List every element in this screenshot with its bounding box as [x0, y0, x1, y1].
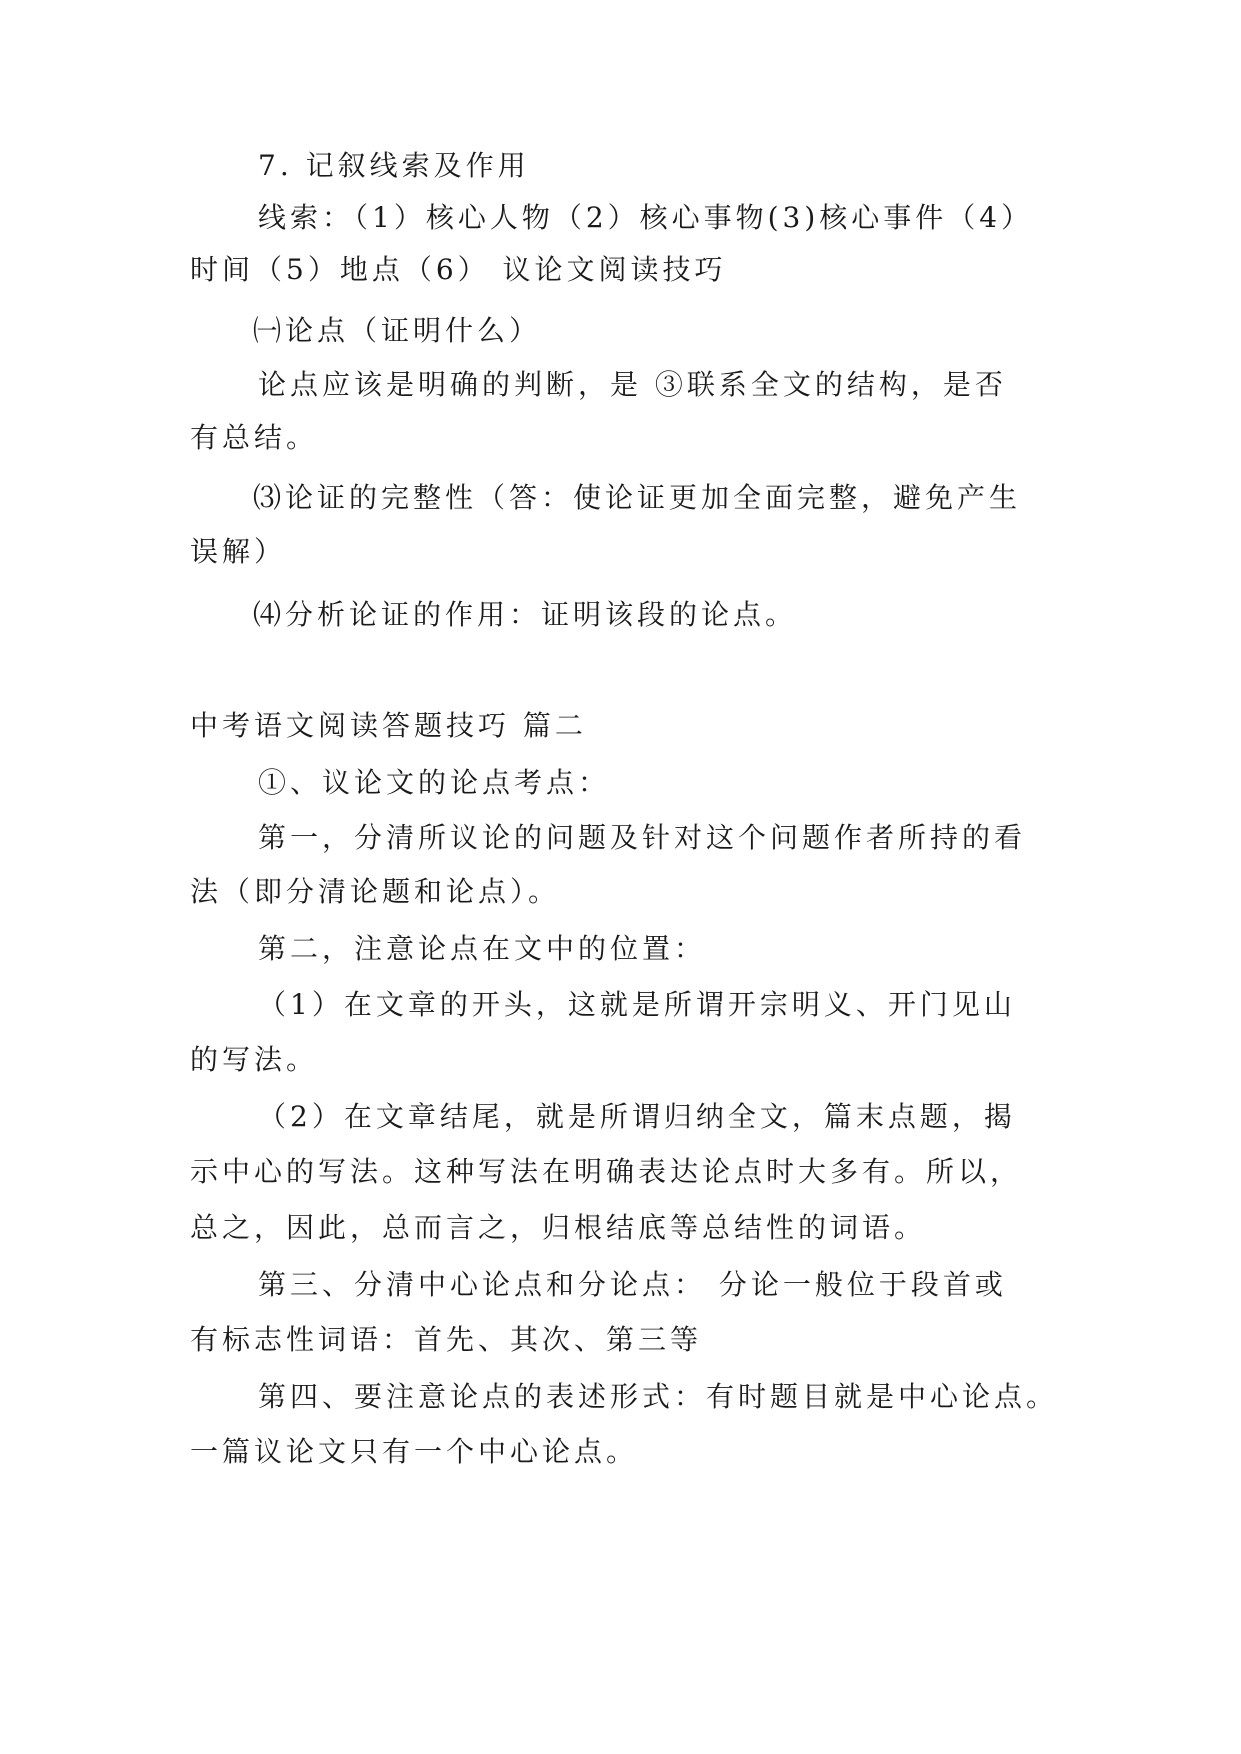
- paragraph-line: ①、议论文的论点考点：: [258, 766, 611, 799]
- paragraph-line: （1）在文章的开头，这就是所谓开宗明义、开门见山: [258, 988, 1016, 1021]
- paragraph-line: 有总结。: [190, 421, 319, 454]
- paragraph-line: 法（即分清论题和论点）。: [190, 875, 561, 908]
- paragraph-line: （2）在文章结尾，就是所谓归纳全文，篇末点题，揭: [258, 1100, 1016, 1133]
- paragraph-line: 示中心的写法。这种写法在明确表达论点时大多有。所以，: [190, 1155, 1023, 1188]
- paragraph-line: ㈠论点（证明什么）: [253, 314, 542, 347]
- paragraph-line: 论点应该是明确的判断，是 ③联系全文的结构，是否: [258, 368, 1007, 401]
- paragraph-line: ⑷分析论证的作用：证明该段的论点。: [253, 598, 798, 631]
- paragraph-line: ⑶论证的完整性（答：使论证更加全面完整，避免产生: [253, 481, 1022, 514]
- paragraph-line: 总之，因此，总而言之，归根结底等总结性的词语。: [190, 1211, 927, 1244]
- paragraph-line: 误解）: [190, 535, 287, 568]
- paragraph-line: 第二，注意论点在文中的位置：: [258, 932, 707, 965]
- paragraph-line: 第四、要注意论点的表述形式：有时题目就是中心论点。: [258, 1380, 1059, 1413]
- paragraph-line: 的写法。: [190, 1043, 319, 1076]
- paragraph-line: 线索：（1）核心人物（2）核心事物(3)核心事件（4）: [258, 201, 1034, 234]
- section-title: 中考语文阅读答题技巧 篇二: [190, 709, 587, 742]
- paragraph-line: 时间（5）地点（6） 议论文阅读技巧: [190, 253, 727, 286]
- paragraph-line: 一篇议论文只有一个中心论点。: [190, 1435, 639, 1468]
- paragraph-line: 第一，分清所议论的问题及针对这个问题作者所持的看: [258, 821, 1027, 854]
- heading-item-7: 7. 记叙线索及作用: [258, 149, 530, 182]
- paragraph-line: 第三、分清中心论点和分论点： 分论一般位于段首或: [258, 1268, 1007, 1301]
- paragraph-line: 有标志性词语：首先、其次、第三等: [190, 1323, 703, 1356]
